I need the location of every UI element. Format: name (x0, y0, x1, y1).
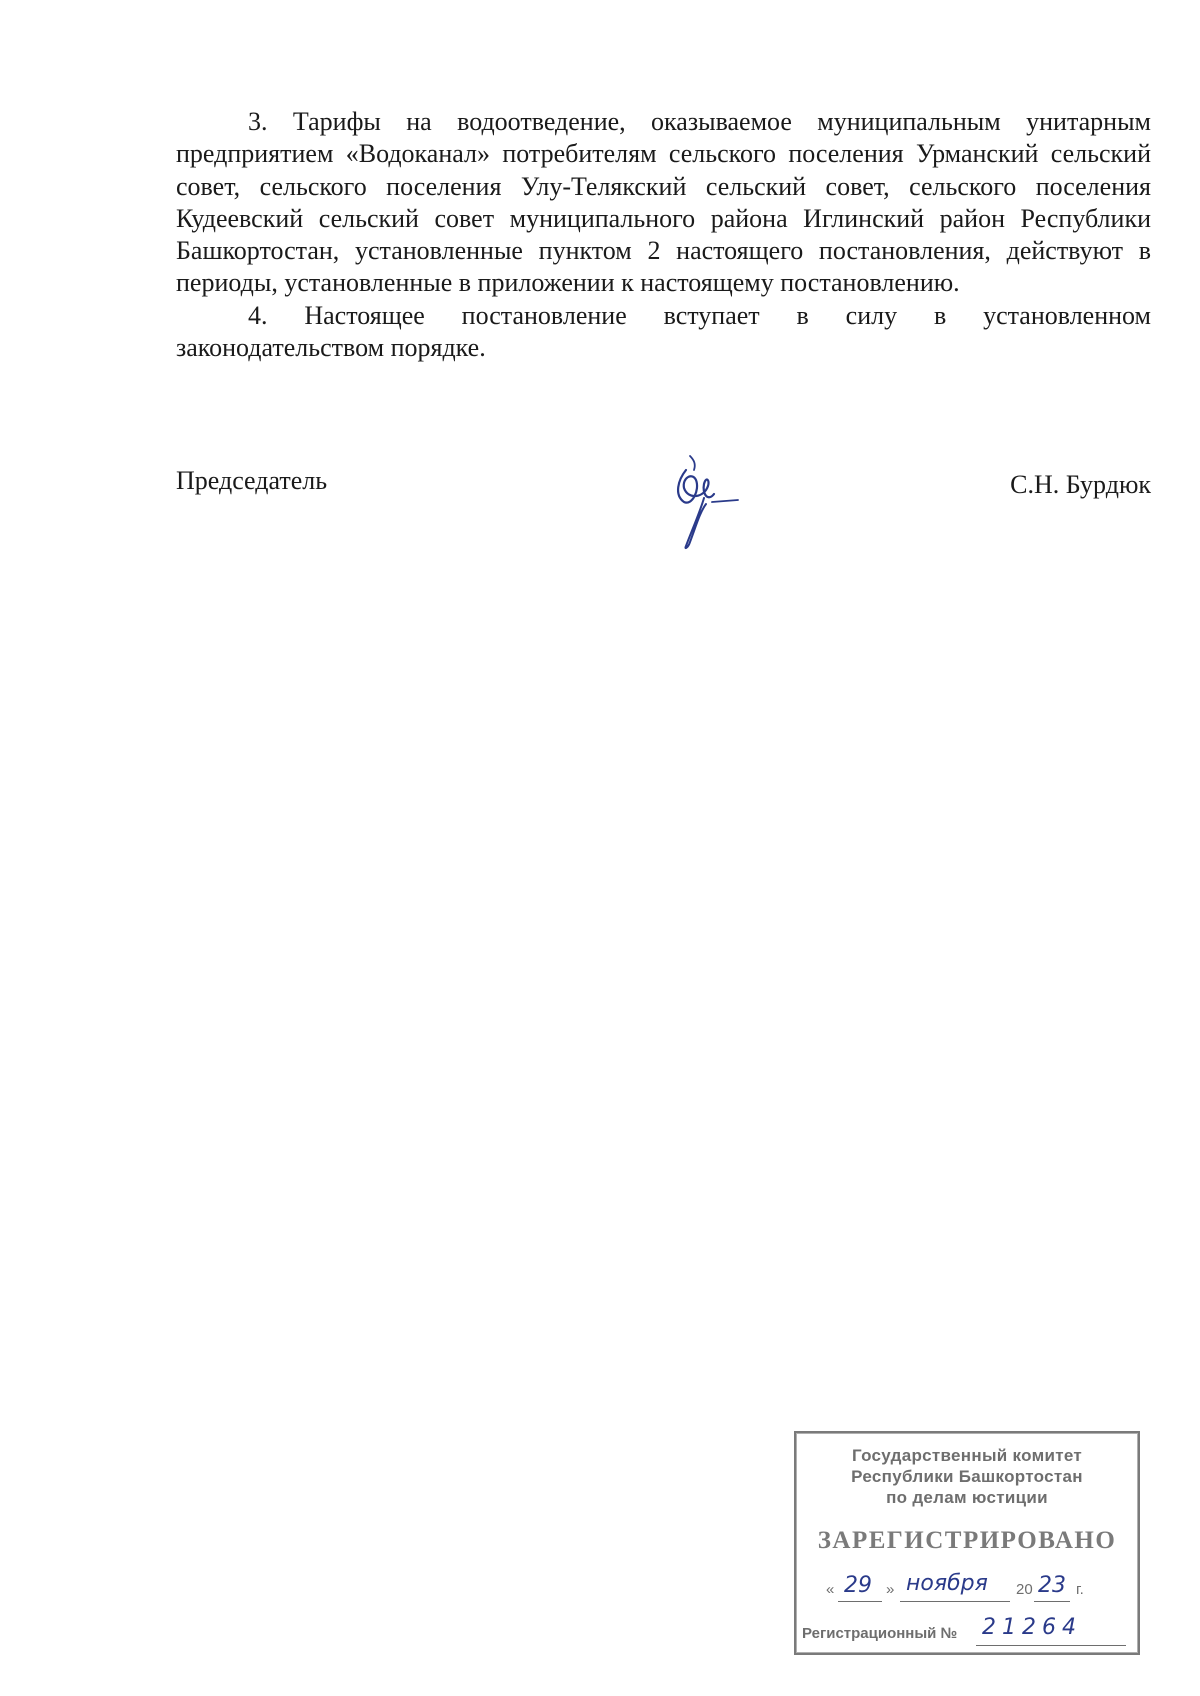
handwritten-signature (656, 450, 746, 550)
date-month: ноября (906, 1571, 988, 1596)
signer-title: Председатель (176, 466, 328, 495)
document-body (176, 106, 1151, 364)
stamp-org-line: по делам юстиции (886, 1488, 1048, 1507)
paragraph-4: 4. Настоящее постановление вступает в силу в установленном законодательством порядке. (176, 300, 1151, 363)
date-quote-close: » (886, 1581, 895, 1598)
month-underline (900, 1601, 1010, 1602)
stamp-registration (802, 1617, 1132, 1647)
year-underline (1034, 1601, 1070, 1602)
stamp-org-line: Государственный комитет (851, 1446, 1082, 1465)
signer-name: С.Н. Бурдюк (1010, 470, 1151, 499)
date-quote-open: « (826, 1581, 835, 1598)
stamp-date (826, 1573, 1126, 1603)
registration-stamp (794, 1431, 1140, 1655)
reg-number: 21264 (982, 1615, 1082, 1640)
reg-underline (976, 1645, 1126, 1646)
stamp-organization (796, 1445, 1138, 1508)
stamp-org-line: Республики Башкортостан (851, 1467, 1083, 1486)
reg-label: Регистрационный № (802, 1625, 958, 1642)
date-year-prefix: 20 (1016, 1581, 1033, 1598)
day-underline (838, 1601, 882, 1602)
stamp-title: ЗАРЕГИСТРИРОВАНО (817, 1527, 1117, 1554)
signature-block (176, 462, 1151, 552)
date-year-suffix: 23 (1038, 1573, 1066, 1598)
date-day: 29 (844, 1573, 872, 1598)
paragraph-3: 3. Тарифы на водоотведение, оказываемое муниципальным унитарным предприятием «Водоканал» потребителям сельского поселения Урманский сельский совет, сельского поселения Улу-Телякский сельский совет, сельского поселения Кудеевский сельский совет муниципального района Иглинский район Республики Башкортостан, установленные пунктом 2 настоящего постановления, действуют в периоды, установленные в приложении к настоящему постановлению. (176, 107, 1151, 298)
date-year-unit: г. (1076, 1581, 1084, 1598)
